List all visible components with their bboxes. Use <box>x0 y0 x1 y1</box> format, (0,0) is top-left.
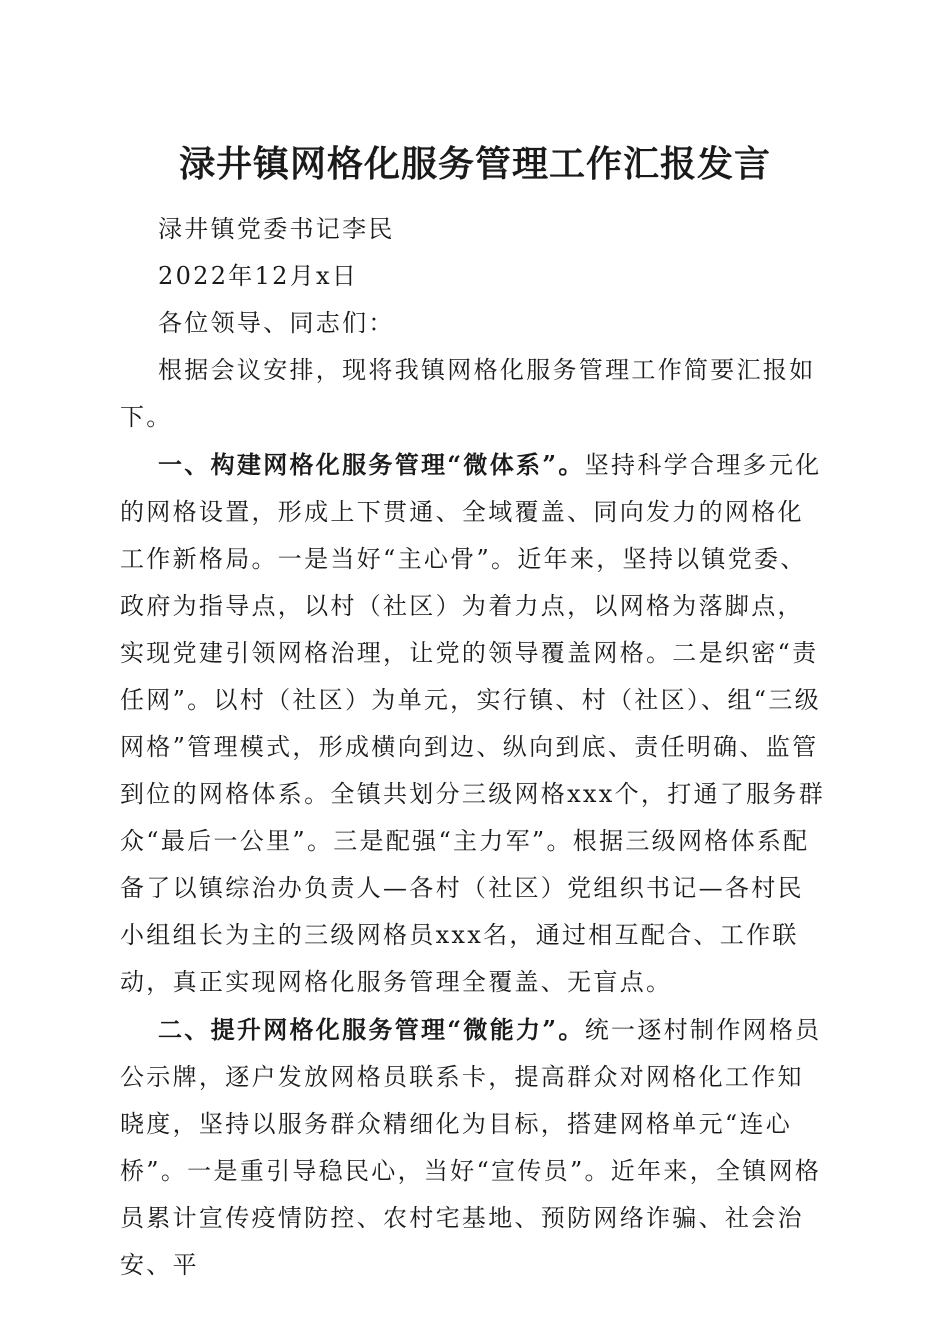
intro-paragraph: 根据会议安排，现将我镇网格化服务管理工作简要汇报如下。 <box>120 356 816 431</box>
salutation: 各位领导、同志们： <box>158 309 395 337</box>
section-body-2: 统一逐村制作网格员公示牌，逐户发放网格员联系卡，提高群众对网格化工作知晓度，坚持以服务群众精细化为目标，搭建网格单元“连心桥”。一是重引导稳民心，当好“宣传员”。近年来，全镇网格员累计宣传疫情防控、农村宅基地、预防网络诈骗、社会治安、平 <box>120 1016 822 1279</box>
section-paragraph-2 <box>120 1006 830 1289</box>
section-paragraph-1 <box>120 441 830 1006</box>
section-heading-1: 一、构建网格化服务管理“微体系”。 <box>158 450 585 479</box>
author-line: 渌井镇党委书记李民 <box>158 215 395 243</box>
date-line: 2022年12月x日 <box>158 262 359 290</box>
document-title: 渌井镇网格化服务管理工作汇报发言 <box>178 143 771 185</box>
section-body-1: 坚持科学合理多元化的网格设置，形成上下贯通、全域覆盖、同向发力的网格化工作新格局。一是当好“主心骨”。近年来，坚持以镇党委、政府为指导点，以村（社区）为着力点，以网格为落脚点，实现党建引领网格治理，让党的领导覆盖网格。二是织密“责任网”。以村（社区）为单元，实行镇、村（社区）、组“三级网格”管理模式，形成横向到边、纵向到底、责任明确、监管到位的网格体系。全镇共划分三级网格xxx个，打通了服务群众“最后一公里”。三是配强“主力军”。根据三级网格体系配备了以镇综治办负责人—各村（社区）党组织书记—各村民小组组长为主的三级网格员xxx名，通过相互配合、工作联动，真正实现网格化服务管理全覆盖、无盲点。 <box>120 451 826 996</box>
section-heading-2: 二、提升网格化服务管理“微能力”。 <box>158 1015 585 1044</box>
document-body <box>120 206 830 1289</box>
